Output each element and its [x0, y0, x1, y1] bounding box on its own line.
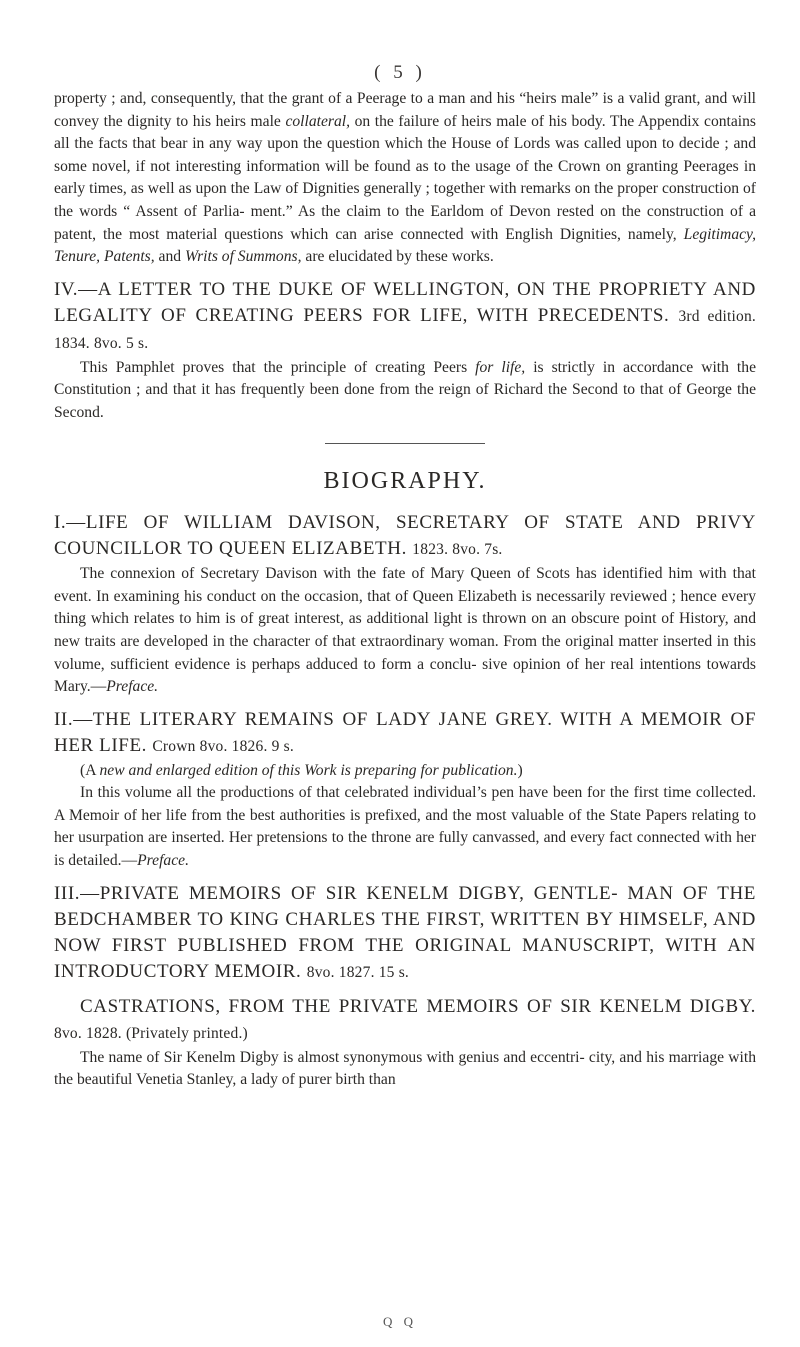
item-ii-description: [54, 782, 756, 872]
signature-mark: Q Q: [382, 1314, 418, 1329]
intro-text-a: property ; and, consequently, that the grant of a Peerage to a man and his “heirs male” is a valid grant, and will convey the dignity to his heirs male: [54, 90, 756, 130]
item-iv-description: [54, 357, 756, 425]
item-i-heading: [54, 510, 756, 563]
item-iv-heading: [54, 277, 756, 357]
intro-text-d: are elucidated by these works.: [301, 248, 494, 266]
intro-italic-writs: Writs of Summons,: [184, 248, 302, 266]
item-ii-desc-italic: Preface.: [137, 852, 189, 870]
item-iii-title: III.—PRIVATE MEMOIRS OF SIR KENELM DIGBY, GENTLE- MAN OF THE BEDCHAMBER TO KING CHARLES THE FIRST, WRITTEN BY HIMSELF, AND NOW FIRST PUBLISHED FROM THE ORIGINAL MANUSCRIPT, WITH AN INTRODUCTORY MEMOIR.: [54, 882, 756, 982]
divider-rule: [325, 443, 485, 444]
item-i-meta: 1823. 8vo. 7s.: [412, 541, 503, 559]
item-i-title: I.—LIFE OF WILLIAM DAVISON, SECRETARY OF STATE AND PRIVY COUNCILLOR TO QUEEN ELIZABETH.: [54, 512, 756, 560]
item-i-description: [54, 563, 756, 699]
intro-italic-terms: Legitimacy, Tenure, Patents,: [54, 225, 756, 266]
item-ii-meta: Crown 8vo. 1826. 9 s.: [152, 737, 294, 755]
item-iii-meta: 8vo. 1827. 15 s.: [306, 963, 409, 981]
intro-italic-collateral: collateral,: [285, 112, 350, 130]
item-ii-note: [54, 760, 756, 783]
page-number: ( 5 ): [374, 62, 426, 83]
section-title-biography: BIOGRAPHY.: [323, 467, 487, 494]
item-iii-heading: [54, 881, 756, 986]
item-iv-meta: 3rd edition. 1834. 8vo. 5 s.: [54, 307, 756, 352]
item-iv-desc-b: is strictly in accordance with the Constitution ; and that it has frequently been done from the reign of Richard the Second to that of George the Second.: [54, 358, 756, 421]
page-body: [54, 88, 756, 1092]
item-castrations-heading: [54, 994, 756, 1047]
item-i-desc-text: The connexion of Secretary Davison with the fate of Mary Queen of Scots has identified him with that event. In examining his conduct on the occasion, that of Queen Elizabeth is necessarily reviewed ; hence every thing which relates to him is of great interest, as additional light is thrown on an obscure point of History, and new traits are developed in the character of that extraordinary woman. From the original matter inserted in this volume, sufficient evidence is perhaps adduced to form a conclu- sive opinion of her real intentions towards Mary.—: [54, 565, 756, 696]
item-ii-heading: [54, 707, 756, 760]
item-castrations-title: CASTRATIONS, FROM THE PRIVATE MEMOIRS OF SIR KENELM DIGBY.: [80, 995, 756, 1017]
item-ii-desc-text: In this volume all the productions of that celebrated individual’s pen have been for the first time collected. A Memoir of her life from the best authorities is prefixed, and the most valuable of the State Papers relating to her usurpation are inserted. Her pretensions to the throne are fully canvassed, and every fact connected with her is detailed.—: [54, 784, 756, 870]
item-ii-note-open: (A: [80, 761, 100, 779]
item-ii-note-close: ): [517, 761, 523, 779]
item-iv-title: IV.—A LETTER TO THE DUKE OF WELLINGTON, ON THE PROPRIETY AND LEGALITY OF CREATING PEERS FOR LIFE, WITH PRECEDENTS.: [54, 278, 756, 326]
item-castrations-description: The name of Sir Kenelm Digby is almost synonymous with genius and eccentri- city, and his marriage with the beautiful Venetia Stanley, a lady of purer birth than: [54, 1048, 756, 1089]
intro-text-b: on the failure of heirs male of his body. The Appendix contains all the facts that bear in any way upon the question which the House of Lords was called upon to decide ; and some novel, if not interesting information will be found as to the usage of the Crown on granting Peerages in early times, as well as upon the Law of Dignities generally ; together with remarks on the proper construction of the words “ Assent of Parlia- ment.” As the claim to the Earldom of Devon rested on the construction of a patent, the most material questions which can arise connected with English Dignities, namely,: [54, 112, 756, 243]
item-iv-desc-a: This Pamphlet proves that the principle of creating Peers: [80, 358, 476, 376]
intro-text-c: and: [154, 248, 185, 266]
item-i-desc-italic: Preface.: [106, 678, 159, 696]
item-ii-note-italic: new and enlarged edition of this Work is preparing for publication.: [99, 761, 518, 779]
item-castrations-meta: 8vo. 1828. (Privately printed.): [54, 1024, 248, 1042]
item-ii-title: II.—THE LITERARY REMAINS OF LADY JANE GREY. WITH A MEMOIR OF HER LIFE.: [54, 708, 756, 756]
intro-paragraph: [54, 88, 756, 269]
item-iv-desc-italic: for life,: [475, 358, 526, 376]
